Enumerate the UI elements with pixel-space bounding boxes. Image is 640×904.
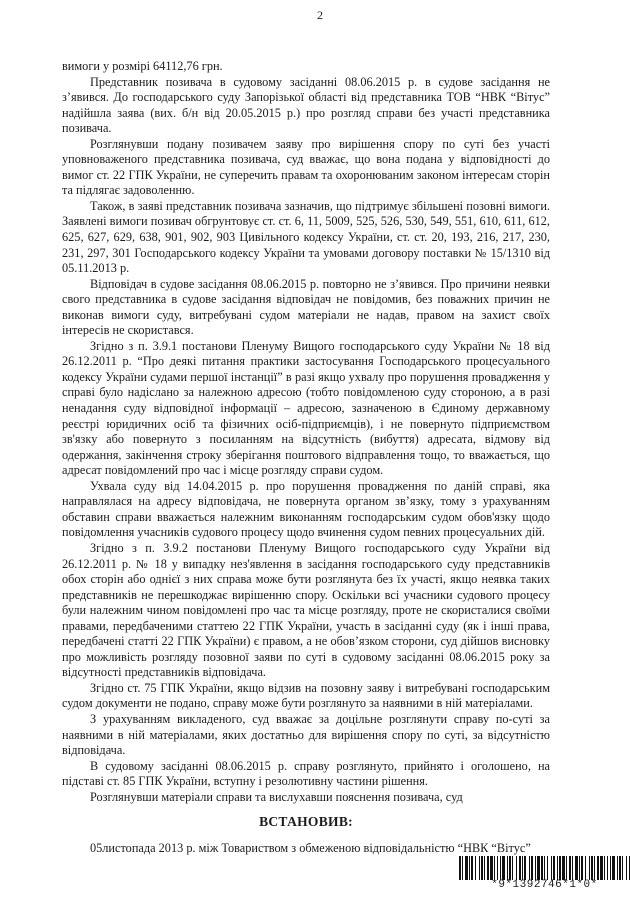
barcode-bar (604, 856, 605, 880)
barcode-bar (559, 856, 561, 880)
barcode-bar (507, 856, 508, 880)
barcode-bar (471, 856, 473, 880)
paragraph: Згідно з п. 3.9.1 постанови Пленуму Вищого господарського суду України № 18 від 26.12.2011 р. “Про деякі питання практики застосування Господарського процесуального кодексу України судами першої інстанції” в разі якщо ухвалу про порушення провадження у справі було надіслано за належною адресою (тобто повідомленою суду стороною, а в разі ненадання суду відповідної інформації – адресою, зазначеною в Єдиному державному реєстрі юридичних осіб та фізичних осіб-підприємців), і не повернуто підприємством зв'язку або повернуто з посиланням на відсутність (вибуття) адресата, відмову від одержання, закінчення строку зберігання поштового відправлення тощо, то вважається, що адресат повідомлений про час і місце розгляду справи судом. (62, 338, 550, 478)
barcode-bar (465, 856, 468, 880)
barcode-bar (502, 856, 505, 880)
barcode-bar (557, 856, 558, 880)
barcode-bar (487, 856, 489, 880)
section-heading: ВСТАНОВИВ: (259, 814, 353, 830)
barcode-bar (479, 856, 480, 880)
barcode-bar (537, 856, 540, 880)
barcode-bar (481, 856, 483, 880)
barcode-bar (589, 856, 590, 880)
barcode-bar (622, 856, 623, 880)
barcode-bar (562, 856, 565, 880)
barcode-bar (509, 856, 511, 880)
barcode-bar (612, 856, 615, 880)
barcode-bar (566, 856, 567, 880)
barcode-bar (629, 856, 630, 880)
barcode-bar (600, 856, 603, 880)
barcode-bar (494, 856, 495, 880)
paragraph: В судовому засіданні 08.06.2015 р. справу розглянуто, прийнято і оголошено, на підставі ст. 85 ГПК України, вступну і резолютивну частини рішення. (62, 758, 550, 789)
paragraph: З урахуванням викладеного, суд вважає за доцільне розглянути справу по-суті за наявними в ній матеріалами, яких достатньо для вирішення спору по суті, за відсутністю відповідача. (62, 711, 550, 758)
barcode-bar (500, 856, 501, 880)
page-number: 2 (317, 8, 323, 22)
barcode-bar (591, 856, 593, 880)
barcode-bar (462, 856, 463, 880)
barcode-bar (581, 856, 583, 880)
barcode-bar (626, 856, 627, 880)
barcode-bar (619, 856, 621, 880)
paragraph: Ухвала суду від 14.04.2015 р. про порушення провадження по даній справі, яка направлялася на адресу відповідача, не повернута органом зв’язку, тому з урахуванням обставин справи вважається належним виконанням господарським судом обов'язку щодо повідомлення учасників судового процесу щодо вчинення судом певних процесуальних дій. (62, 478, 550, 540)
barcode-bar (484, 856, 485, 880)
paragraph: вимоги у розмірі 64112,76 грн. (62, 59, 223, 73)
paragraph: Розглянувши матеріали справи та вислухавши пояснення позивача, суд (90, 789, 463, 804)
barcode-bar (459, 856, 461, 880)
barcode-bar (469, 856, 470, 880)
barcode-bar (594, 856, 595, 880)
paragraph: Згідно ст. 75 ГПК України, якщо відзив на позовну заяву і витребувані господарським судом документи не подано, справу може бути розглянуто за наявними в ній матеріалами. (62, 680, 550, 711)
barcode-bar (607, 856, 608, 880)
barcode-bar (512, 856, 513, 880)
barcode-icon (458, 856, 631, 880)
document-body (62, 59, 550, 856)
barcode-bar (516, 856, 517, 880)
barcode-bar (569, 856, 571, 880)
barcode-bar (553, 856, 555, 880)
barcode-bar (529, 856, 530, 880)
paragraph: Відповідач в судове засідання 08.06.2015 р. повторно не з’явився. Про причини неявки свого представника в судове засідання відповідач не повідомив, без поважних причин не виконав вимоги суду, витребувані судом матеріали не надав, правом на захист своїх інтересів не скористався. (62, 276, 550, 338)
paragraph: Також, в заяві представник позивача зазначив, що підтримує збільшені позовні вимоги. Заявлені вимоги позивач обгрунтовує ст. ст. 6, 11, 5009, 525, 526, 530, 549, 551, 610, 611, 612, 625, 627, 629, 638, 901, 902, 903 Цивільного кодексу України, ст. ст. 20, 193, 216, 217, 230, 231, 297, 301 Господарського кодексу України та умовами договору поставки № 15/1310 від 05.11.2013 р. (62, 198, 550, 276)
paragraph: Розглянувши подану позивачем заяву про вирішення спору по суті без участі уповноваженого представника позивача, суд вважає, що вона подана у відповідності до вимог ст. 22 ГПК України, не суперечить правам та охоронюваним законом інтересам сторін та підлягає задоволенню. (62, 136, 550, 198)
barcode-bar (617, 856, 618, 880)
barcode-bar (597, 856, 599, 880)
barcode-bar (522, 856, 523, 880)
barcode-bar (585, 856, 586, 880)
barcode-bar (572, 856, 573, 880)
barcode-bar (610, 856, 611, 880)
barcode-bar (524, 856, 526, 880)
barcode-bar (575, 856, 578, 880)
barcode-bar (531, 856, 533, 880)
paragraph-continued: 05листопада 2013 р. між Товариством з обмеженою відповідальністю “НВК “Вітус” (90, 840, 531, 855)
barcode-bar (519, 856, 521, 880)
barcode-bar (475, 856, 476, 880)
barcode-number: *9*1392746*1*0* (491, 879, 598, 891)
barcode-bar (551, 856, 552, 880)
barcode-bar (544, 856, 545, 880)
barcode-bar (535, 856, 536, 880)
paragraph: Згідно з п. 3.9.2 постанови Пленуму Вищого господарського суду України від 26.12.2011 р. № 18 у випадку нез'явлення в засідання господарського суду представників обох сторін або однієї з них справа може бути розглянута без їх участі, якщо неявка таких представників не перешкоджає вирішенню спору. Оскільки всі учасники судового процесу були належним чином повідомлені про час та місце розгляду, проте не скористалися своїми правами, передбаченими статтею 22 ГПК України, участь в засіданні суду (як і інші права, передбачені статті 22 ГПК України) є правом, а не обов’язком сторони, суд дійшов висновку про можливість розгляду позовної заяви по суті в судовому засіданні 08.06.2015 року за відсутності представників відповідача. (62, 540, 550, 680)
barcode-bar (490, 856, 493, 880)
barcode-bar (541, 856, 543, 880)
paragraph: Представник позивача в судовому засіданні 08.06.2015 р. в судове засідання не з’явився. До господарського суду Запорізької області від представника ТОВ “НВК “Вітус” надійшла заява (вих. б/н від 20.05.2015 р.) про розгляд справи без участі представника позивача. (62, 74, 550, 136)
barcode-bar (497, 856, 498, 880)
barcode-bar (547, 856, 548, 880)
barcode-bar (579, 856, 580, 880)
